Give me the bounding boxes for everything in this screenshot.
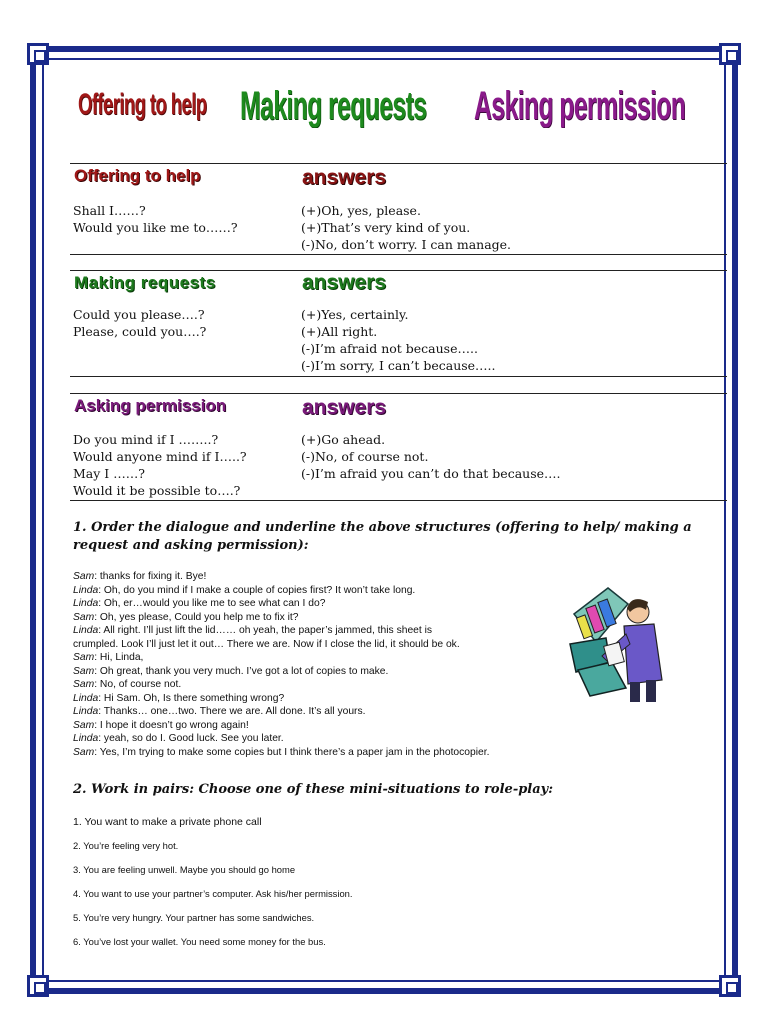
dialogue-line (73, 678, 613, 692)
offering-section-title: Offering to help (74, 166, 201, 185)
header-requests-title: Making requests (240, 84, 427, 128)
permission-answers-title: answers (302, 396, 387, 419)
table-rule (70, 376, 727, 377)
man-at-computer-clipart (566, 584, 670, 704)
dialogue-text: : I hope it doesn’t go wrong again! (94, 719, 249, 731)
dialogue-text (73, 570, 613, 759)
requests-phrases (73, 306, 206, 340)
dialogue-line (73, 719, 613, 733)
permission-phrases (73, 431, 247, 499)
border-corner-ornament (27, 43, 49, 65)
permission-answer: (-)No, of course not. (301, 449, 429, 464)
dialogue-text: : Oh, yes please, Could you help me to fix it? (94, 611, 299, 623)
dialogue-line (73, 651, 613, 665)
requests-answer: (-)I’m afraid not because….. (301, 341, 478, 356)
dialogue-speaker: Sam (73, 611, 95, 623)
dialogue-speaker: Sam (73, 665, 95, 677)
requests-phrase: Please, could you….? (73, 324, 207, 339)
offering-answer: (-)No, don’t worry. I can manage. (301, 237, 512, 252)
dialogue-speaker: Linda (73, 692, 99, 704)
dialogue-line (73, 597, 613, 611)
table-rule (70, 254, 727, 255)
dialogue-line (73, 692, 613, 706)
dialogue-speaker: Linda (73, 625, 99, 636)
dialogue-speaker: Sam (73, 679, 95, 690)
table-rule (70, 163, 727, 164)
dialogue-speaker: Linda (73, 733, 99, 744)
dialogue-text: : Hi, Linda, (94, 652, 144, 663)
dialogue-text: : Hi Sam. Oh, Is there something wrong? (98, 692, 285, 704)
permission-phrase: Would it be possible to….? (73, 483, 241, 498)
situation-item: 4. You want to use your partner’s computer. Ask his/her permission. (73, 888, 353, 899)
dialogue-line (73, 732, 613, 746)
requests-answers (301, 306, 496, 374)
border-corner-ornament (719, 43, 741, 65)
dialogue-text: : Oh, er…would you like me to see what can I do? (98, 598, 326, 609)
dialogue-text: : Yes, I’m trying to make some copies but I think there’s a paper jam in the photocopier. (94, 746, 490, 758)
offering-answer: (+)Oh, yes, please. (301, 203, 421, 218)
dialogue-text: : yeah, so do I. Good luck. See you later. (98, 733, 284, 744)
header-offering-title: Offering to help (78, 88, 207, 121)
table-rule (70, 393, 727, 394)
situation-item: 5. You’re very hungry. Your partner has some sandwiches. (73, 912, 315, 923)
dialogue-speaker: Sam (73, 746, 95, 758)
border-corner-ornament (719, 975, 741, 997)
dialogue-speaker: Linda (73, 706, 99, 717)
dialogue-speaker: Sam (73, 719, 95, 731)
dialogue-text: : All right. I’ll just lift the lid…… oh yeah, the paper’s jammed, this sheet is (98, 625, 433, 636)
situation-item: 3. You are feeling unwell. Maybe you should go home (73, 864, 296, 875)
requests-answers-title: answers (302, 271, 387, 294)
dialogue-text: crumpled. Look I’ll just let it out… There we are. Now if I close the lid, it should be ok. (73, 638, 460, 650)
dialogue-line (73, 624, 613, 638)
situation-item: 2. You’re feeling very hot. (73, 840, 179, 851)
dialogue-line (73, 570, 613, 584)
dialogue-text: : Oh great, thank you very much. I’ve got a lot of copies to make. (94, 665, 389, 677)
permission-phrase: May I ……? (73, 466, 145, 481)
offering-answer: (+)That’s very kind of you. (301, 220, 471, 235)
dialogue-text: : No, of course not. (94, 679, 182, 690)
dialogue-text: : thanks for fixing it. Bye! (94, 571, 207, 582)
offering-phrase: Would you like me to……? (73, 220, 238, 235)
dialogue-speaker: Sam (73, 652, 95, 663)
offering-phrases (73, 202, 238, 236)
dialogue-speaker: Linda (73, 598, 99, 609)
permission-answers (301, 431, 561, 482)
dialogue-speaker: Sam (73, 571, 95, 582)
dialogue-line (73, 611, 613, 625)
header-permission-title: Asking permission (474, 84, 686, 128)
dialogue-text: : Oh, do you mind if I make a couple of copies first? It won’t take long. (98, 584, 416, 596)
table-rule (70, 270, 727, 271)
table-rule (70, 500, 727, 501)
permission-section-title: Asking permission (74, 396, 227, 415)
border-corner-ornament (27, 975, 49, 997)
dialogue-line (73, 746, 613, 760)
dialogue-text: : Thanks… one…two. There we are. All done. It’s all yours. (98, 706, 366, 717)
dialogue-line (73, 705, 613, 719)
requests-phrase: Could you please….? (73, 307, 205, 322)
dialogue-line (73, 584, 613, 598)
offering-answers-title: answers (302, 166, 387, 189)
situation-item: 6. You’ve lost your wallet. You need some money for the bus. (73, 936, 326, 947)
requests-answer: (+)All right. (301, 324, 378, 339)
permission-answer: (-)I’m afraid you can’t do that because…. (301, 466, 561, 481)
permission-phrase: Do you mind if I ……..? (73, 432, 219, 447)
offering-phrase: Shall I……? (73, 203, 146, 218)
permission-phrase: Would anyone mind if I…..? (73, 449, 247, 464)
exercise-1-heading: 1. Order the dialogue and underline the above structures (offering to help/ making a request and asking permission): (73, 520, 692, 553)
exercise-2-heading: 2. Work in pairs: Choose one of these mini-situations to role-play: (73, 782, 554, 797)
requests-answer: (+)Yes, certainly. (301, 307, 409, 322)
offering-answers (301, 202, 511, 253)
dialogue-speaker: Linda (73, 584, 99, 596)
dialogue-line (73, 665, 613, 679)
dialogue-line (73, 638, 613, 652)
requests-answer: (-)I’m sorry, I can’t because….. (301, 358, 496, 373)
permission-answer: (+)Go ahead. (301, 432, 386, 447)
situation-item: 1. You want to make a private phone call (73, 816, 262, 828)
requests-section-title: Making requests (74, 273, 216, 292)
